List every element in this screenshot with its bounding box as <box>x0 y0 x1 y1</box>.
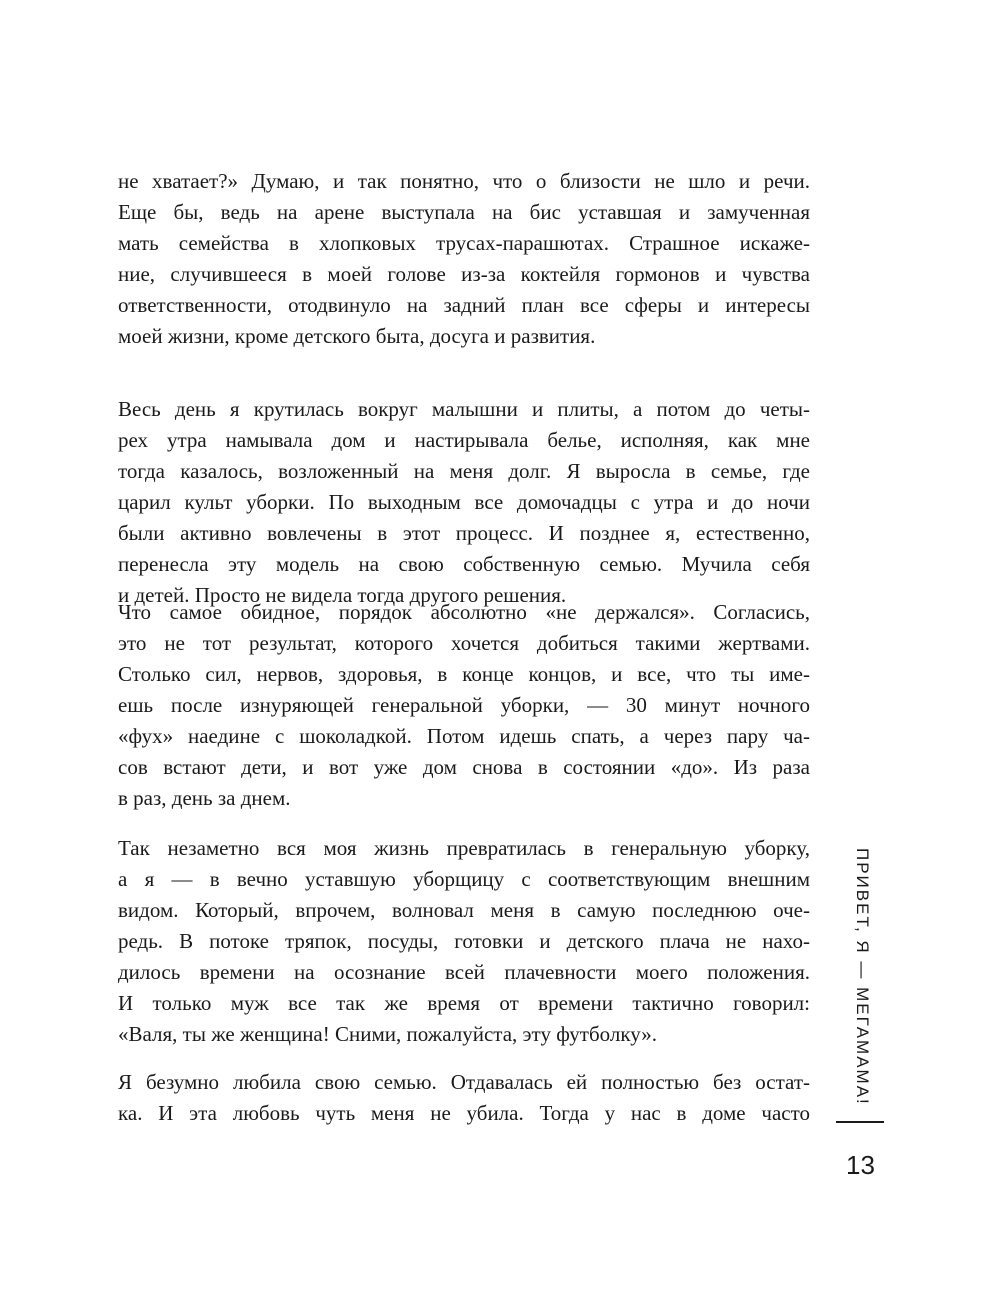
folio-rule <box>836 1121 884 1123</box>
text-line: перенесла эту модель на свою собственную семью. Мучила себя <box>118 552 810 576</box>
paragraph-4 <box>118 833 810 1050</box>
text-line: «фух» наедине с шоколадкой. Потом идешь спать, а через пару ча- <box>118 724 810 748</box>
text-line: Что самое обидное, порядок абсолютно «не держался». Согласись, <box>118 600 810 624</box>
text-line: ние, случившееся в моей голове из-за коктейля гормонов и чувства <box>118 262 810 286</box>
paragraph-5 <box>118 1067 810 1129</box>
text-line: ответственности, отодвинуло на задний план все сферы и интересы <box>118 293 810 317</box>
text-line: И только муж все так же время от времени тактично говорил: <box>118 991 810 1015</box>
paragraph-3 <box>118 597 810 814</box>
text-line: редь. В потоке тряпок, посуды, готовки и детского плача не нахо- <box>118 929 810 953</box>
text-line: это не тот результат, которого хочется добиться такими жертвами. <box>118 631 810 655</box>
text-line: Еще бы, ведь на арене выступала на бис уставшая и замученная <box>118 200 810 224</box>
running-head: ПРИВЕТ, Я — МЕГАМАМА! <box>853 848 872 1106</box>
paragraph-2 <box>118 394 810 611</box>
text-line: «Валя, ты же женщина! Сними, пожалуйста, эту футболку». <box>118 1022 658 1046</box>
text-line: Весь день я крутилась вокруг малышни и плиты, а потом до четы- <box>118 397 810 421</box>
page-number: 13 <box>846 1150 875 1180</box>
text-line: Я безумно любила свою семью. Отдавалась ей полностью без остат- <box>118 1070 810 1094</box>
text-line: царил культ уборки. По выходным все домочадцы с утра и до ночи <box>118 490 810 514</box>
text-line: ка. И эта любовь чуть меня не убила. Тогда у нас в доме часто <box>118 1101 810 1125</box>
text-line: не хватает?» Думаю, и так понятно, что о близости не шло и речи. <box>118 169 810 193</box>
text-line: мать семейства в хлопковых трусах-парашютах. Страшное искаже- <box>118 231 810 255</box>
text-line: тогда казалось, возложенный на меня долг. Я выросла в семье, где <box>118 459 810 483</box>
text-line: видом. Который, впрочем, волновал меня в самую последнюю оче- <box>118 898 810 922</box>
text-line: ешь после изнуряющей генеральной уборки, — 30 минут ночного <box>118 693 810 717</box>
text-line: Так незаметно вся моя жизнь превратилась в генеральную уборку, <box>118 836 810 860</box>
text-line: в раз, день за днем. <box>118 786 291 810</box>
text-line: дилось времени на осознание всей плачевности моего положения. <box>118 960 810 984</box>
text-line: рех утра намывала дом и настирывала белье, исполняя, как мне <box>118 428 810 452</box>
text-line: и детей. Просто не видела тогда другого решения. <box>118 583 567 607</box>
text-line: были активно вовлечены в этот процесс. И позднее я, естественно, <box>118 521 810 545</box>
text-line: моей жизни, кроме детского быта, досуга и развития. <box>118 324 596 348</box>
text-line: Столько сил, нервов, здоровья, в конце концов, и все, что ты име- <box>118 662 810 686</box>
text-line: сов встают дети, и вот уже дом снова в состоянии «до». Из раза <box>118 755 810 779</box>
text-line: а я — в вечно уставшую уборщицу с соответствующим внешним <box>118 867 810 891</box>
paragraph-1 <box>118 166 810 352</box>
